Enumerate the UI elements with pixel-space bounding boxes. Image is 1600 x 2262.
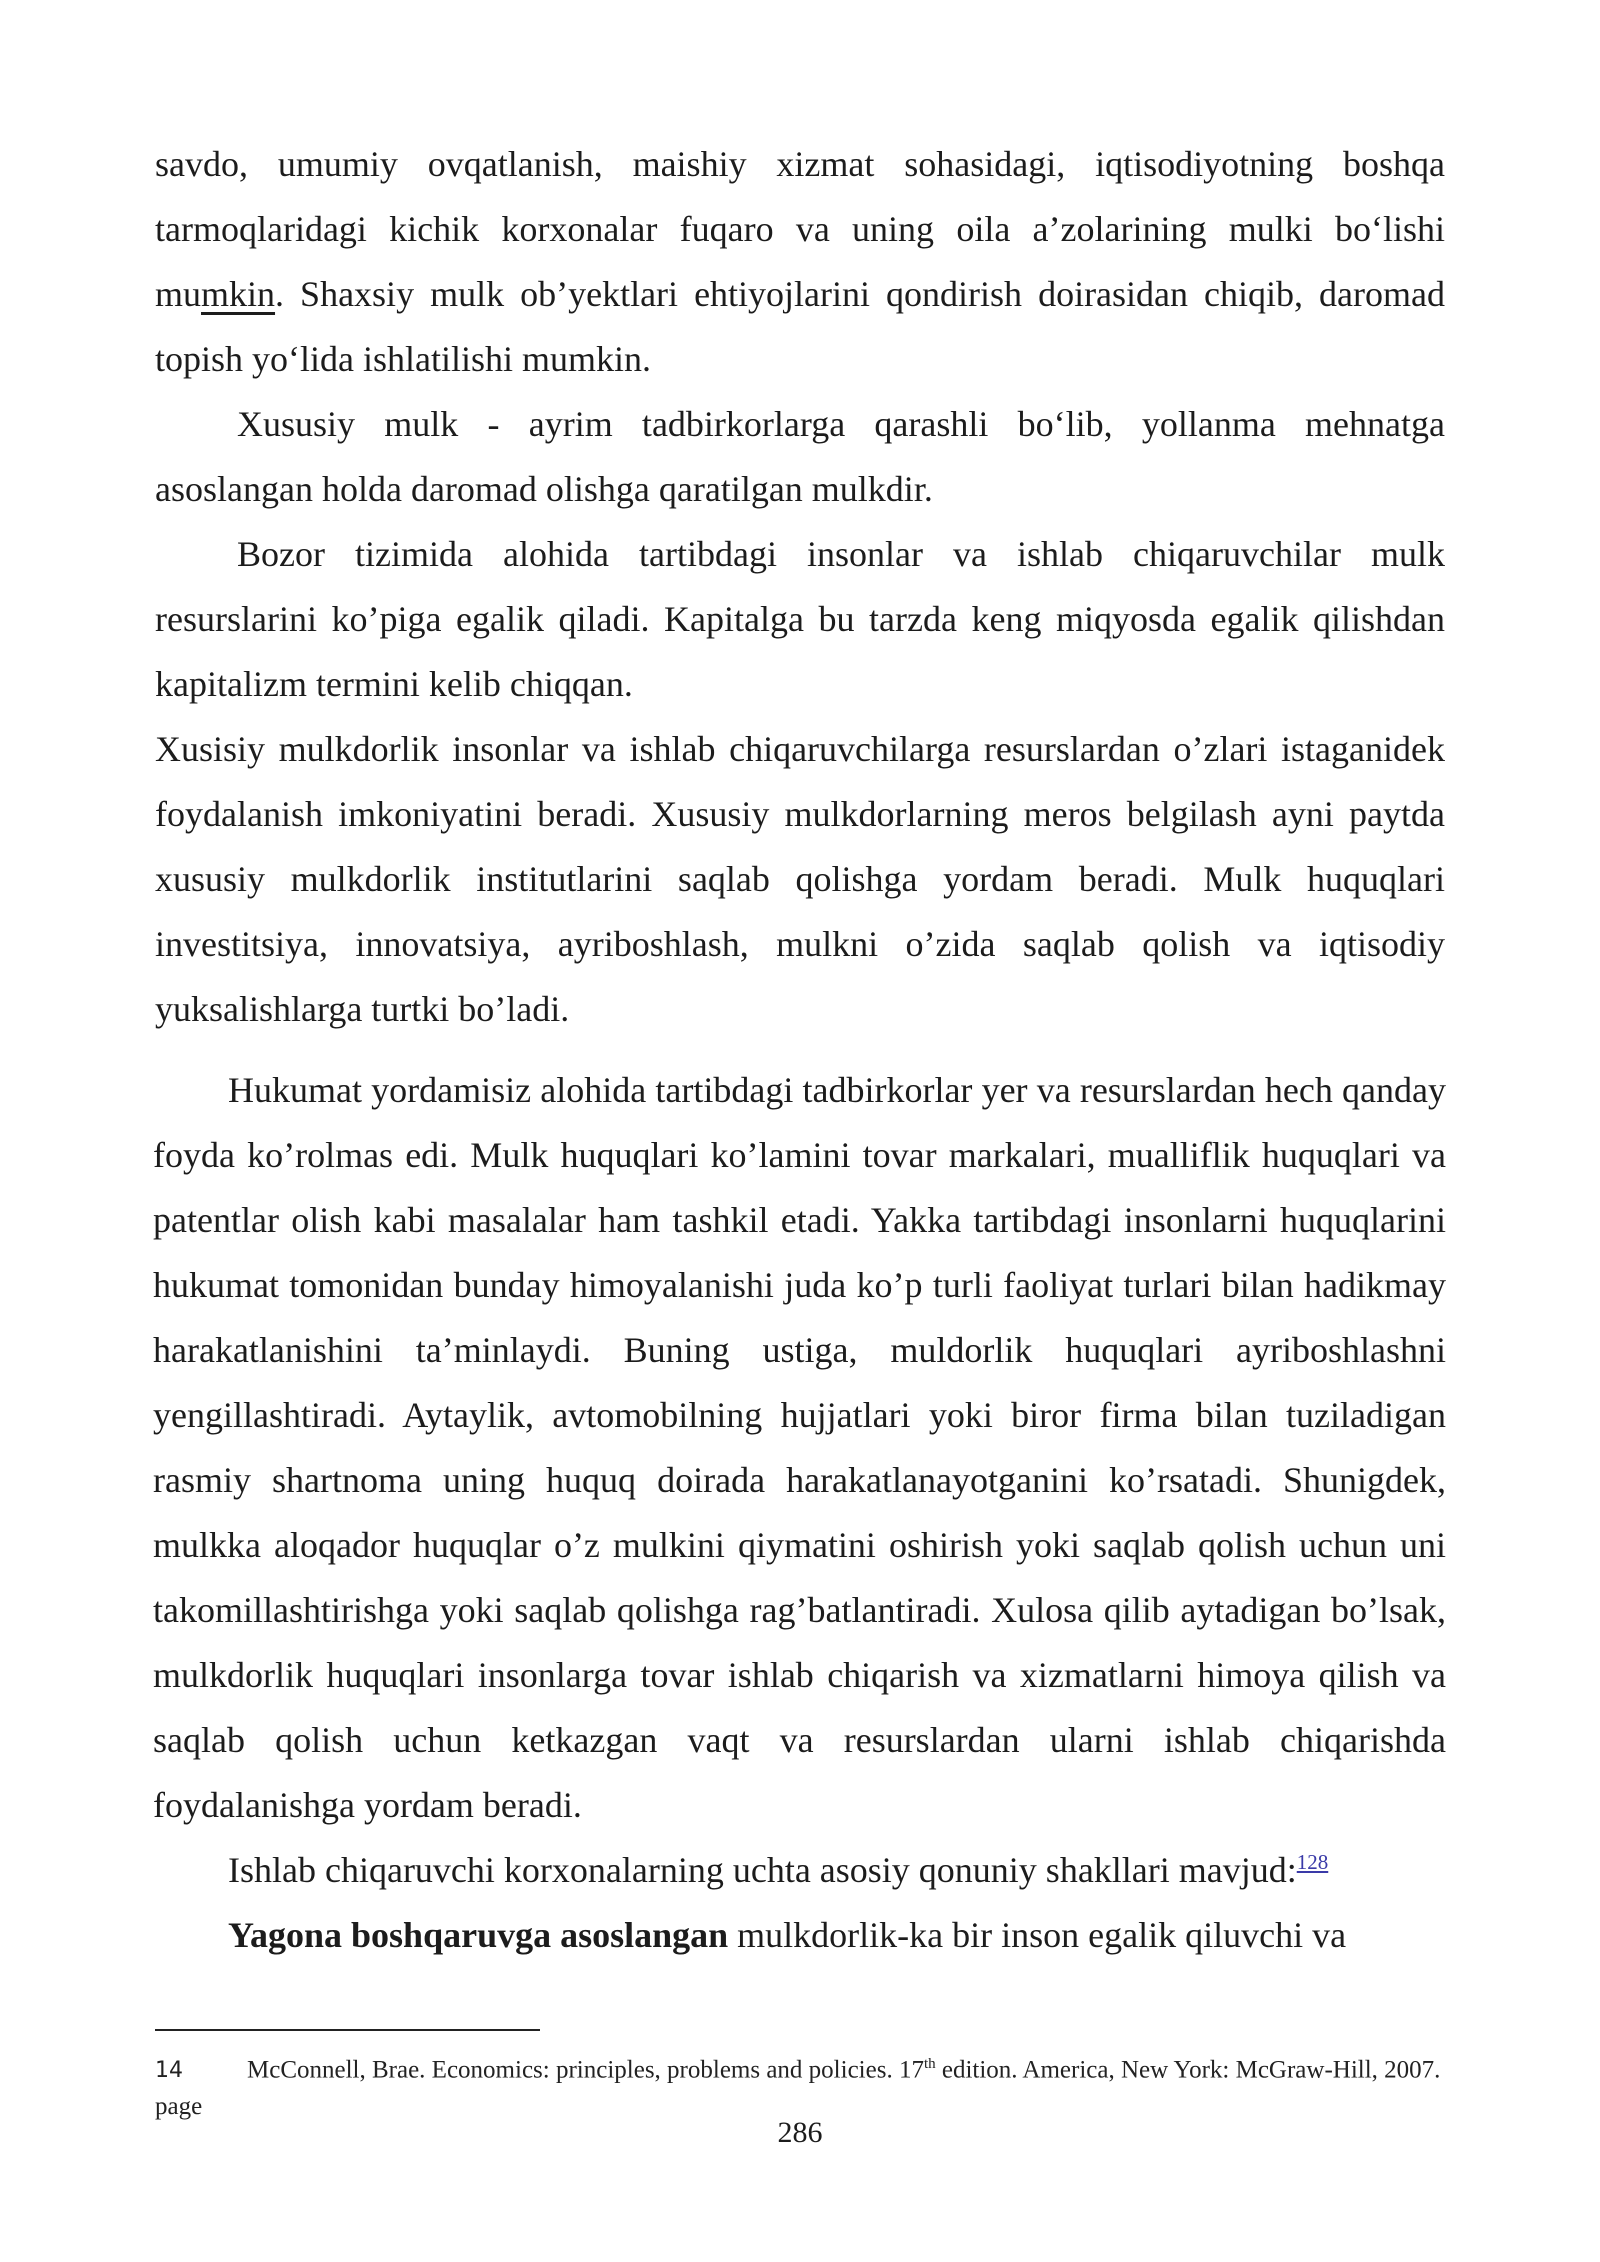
paragraph-6-text: Ishlab chiqaruvchi korxonalarning uchta asosiy qonuniy shakllari mavjud: <box>228 1850 1297 1890</box>
paragraph-7-bold-term: Yagona boshqaruvga asoslangan <box>228 1915 729 1955</box>
paragraph-2: Xususiy mulk - ayrim tadbirkorlarga qarashli bo‘lib, yollanma mehnatga asoslangan holda daromad olishga qaratilgan mulkdir. <box>155 404 1445 509</box>
underlined-word: mkin <box>201 274 276 314</box>
paragraph-1-text: savdo, umumiy ovqatlanish, maishiy xizmat sohasidagi, iqtisodiyotning boshqa tarmoqlaridagi kichik korxonalar fuqaro va uning oila a’zolarining mulki bo‘lishi mu <box>155 144 1445 314</box>
paragraph-7 <box>153 1903 1446 1968</box>
paragraph-3: Bozor tizimida alohida tartibdagi insonlar va ishlab chiqaruvchilar mulk resurslarini ko’piga egalik qiladi. Kapitalga bu tarzda keng miqyosda egalik qilishdan kapitalizm termini kelib chiqqan. <box>155 534 1445 704</box>
footnote-reference-link[interactable]: 128 <box>1296 1850 1329 1874</box>
paragraph-5: Hukumat yordamisiz alohida tartibdagi tadbirkorlar yer va resurslardan hech qanday foyda ko’rolmas edi. Mulk huquqlari ko’lamini tovar markalari, mualliflik huquqlari va patentlar olish kabi masalalar ham tashkil etadi. Yakka tartibdagi insonlarni huquqlarini hukumat tomonidan bunday himoyalanishi juda ko’p turli faoliyat turlari bilan hadikmay harakatlanishini ta’minlaydi. Buning ustiga, muldorlik huquqlari ayriboshlashni yengillashtiradi. Aytaylik, avtomobilning hujjatlari yoki biror firma bilan tuziladigan rasmiy shartnoma uning huquq doirada harakatlanayotganini ko’rsatadi. Shunigdek, mulkka aloqador huquqlar o’z mulkini qiymatini oshirish yoki saqlab qolish uchun uni takomillashtirishga yoki saqlab qolishga rag’batlantiradi. Xulosa qilib aytadigan bo’lsak, mulkdorlik huquqlari insonlarga tovar ishlab chiqarish va xizmatlarni himoya qilish va saqlab qolish uchun ketkazgan vaqt va resurslardan ularni ishlab chiqarishda foydalanishga yordam beradi. <box>153 1070 1446 1825</box>
paragraph-1 <box>155 132 1445 392</box>
paragraph-7-text: mulkdorlik-ka bir inson egalik qiluvchi va <box>728 1915 1347 1955</box>
body-text-lower <box>153 1058 1446 1968</box>
footnote-separator <box>155 2029 540 2031</box>
paragraph-1-text-end: . Shaxsiy mulk ob’yektlari ehtiyojlarini qondirish doirasidan chiqib, daromad topish yo‘lida ishlatilishi mumkin. <box>155 274 1445 379</box>
body-text-upper <box>155 132 1445 1042</box>
page-number: 286 <box>777 2116 823 2149</box>
paragraph-6 <box>153 1838 1446 1903</box>
footnote-superscript: th <box>923 2056 936 2072</box>
footnote-text-end: edition. America, New York: McGraw-Hill, 2007. page <box>155 2056 1441 2121</box>
footnote-number: 14 <box>155 2058 183 2084</box>
paragraph-4: Xusisiy mulkdorlik insonlar va ishlab chiqaruvchilarga resurslardan o’zlari istaganidek foydalanish imkoniyatini beradi. Xususiy mulkdorlarning meros belgilash ayni paytda xususiy mulkdorlik institutlarini saqlab qolishga yordam beradi. Mulk huquqlari investitsiya, innovatsiya, ayriboshlash, mulkni o’zida saqlab qolish va iqtisodiy yuksalishlarga turtki bo’ladi. <box>155 729 1445 1029</box>
footnote-text: McConnell, Brae. Economics: principles, problems and policies. 17 <box>247 2056 924 2084</box>
